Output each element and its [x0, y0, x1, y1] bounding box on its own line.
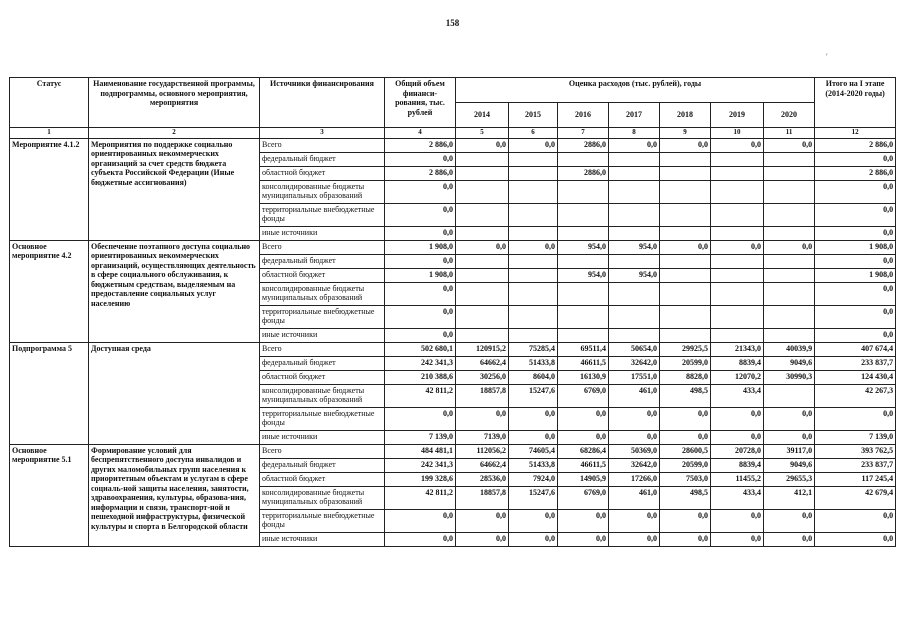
year-header: 2014: [456, 103, 509, 128]
amount-cell: 28536,0: [456, 472, 509, 486]
amount-cell: 0,0: [385, 152, 456, 166]
amount-cell: 6769,0: [558, 486, 609, 509]
amount-cell: 69511,4: [558, 342, 609, 356]
amount-cell: 29925,5: [660, 342, 711, 356]
amount-cell: [609, 282, 660, 305]
amount-cell: 0,0: [509, 430, 558, 444]
amount-cell: 0,0: [815, 407, 896, 430]
amount-cell: [509, 305, 558, 328]
table-body: [10, 138, 896, 546]
amount-cell: 0,0: [558, 509, 609, 532]
row-name: Доступная среда: [89, 342, 260, 444]
header-estimate: Оценка расходов (тыс. рублей), годы: [456, 78, 815, 103]
amount-cell: 64662,4: [456, 356, 509, 370]
amount-cell: 0,0: [509, 407, 558, 430]
amount-cell: [660, 328, 711, 342]
amount-cell: [558, 203, 609, 226]
amount-cell: 0,0: [456, 240, 509, 254]
budget-table: [9, 77, 896, 547]
amount-cell: 1 908,0: [385, 240, 456, 254]
column-index: 4: [385, 128, 456, 139]
amount-cell: [456, 180, 509, 203]
amount-cell: [558, 328, 609, 342]
amount-cell: 0,0: [815, 203, 896, 226]
year-header: 2019: [711, 103, 764, 128]
amount-cell: 242 341,3: [385, 356, 456, 370]
amount-cell: 20599,0: [660, 356, 711, 370]
table-row: [10, 240, 896, 254]
amount-cell: 64662,4: [456, 458, 509, 472]
amount-cell: 0,0: [609, 407, 660, 430]
amount-cell: 15247,6: [509, 486, 558, 509]
amount-cell: 498,5: [660, 486, 711, 509]
amount-cell: 0,0: [815, 509, 896, 532]
amount-cell: [711, 282, 764, 305]
amount-cell: 112056,2: [456, 444, 509, 458]
amount-cell: 0,0: [385, 328, 456, 342]
funding-source: областной бюджет: [260, 166, 385, 180]
amount-cell: [456, 268, 509, 282]
amount-cell: 68286,4: [558, 444, 609, 458]
amount-cell: 0,0: [456, 509, 509, 532]
amount-cell: [509, 254, 558, 268]
amount-cell: 2 886,0: [815, 138, 896, 152]
amount-cell: 954,0: [558, 268, 609, 282]
amount-cell: [609, 328, 660, 342]
amount-cell: 0,0: [764, 240, 815, 254]
amount-cell: [609, 203, 660, 226]
amount-cell: 0,0: [815, 532, 896, 546]
year-header: 2020: [764, 103, 815, 128]
amount-cell: 0,0: [385, 305, 456, 328]
funding-source: территориальные внебюджетные фонды: [260, 203, 385, 226]
amount-cell: [509, 152, 558, 166]
funding-source: областной бюджет: [260, 472, 385, 486]
table-row: [10, 342, 896, 356]
amount-cell: 18857,8: [456, 384, 509, 407]
amount-cell: 74605,4: [509, 444, 558, 458]
amount-cell: 2 886,0: [815, 166, 896, 180]
amount-cell: 0,0: [764, 532, 815, 546]
row-name: Формирование условий для беспрепятственного доступа инвалидов и других маломобильных групп населения к приоритетным объектам и услугам в сфере социаль-ной защиты населения, занятости, здравоохранения, культуры, образова-ния, информации и связи, транспорт-ной и пешеходной инфраструктуры, физической культуры и спорта в Белгородской области: [89, 444, 260, 546]
amount-cell: 7503,0: [660, 472, 711, 486]
amount-cell: [456, 254, 509, 268]
amount-cell: 498,5: [660, 384, 711, 407]
amount-cell: [509, 166, 558, 180]
year-header: 2016: [558, 103, 609, 128]
amount-cell: 199 328,6: [385, 472, 456, 486]
amount-cell: 7924,0: [509, 472, 558, 486]
amount-cell: 8839,4: [711, 458, 764, 472]
amount-cell: 233 837,7: [815, 458, 896, 472]
amount-cell: [558, 305, 609, 328]
amount-cell: 0,0: [609, 532, 660, 546]
header-total: Общий объем финанси-рования, тыс. рублей: [385, 78, 456, 128]
header-sources: Источники финансирования: [260, 78, 385, 128]
amount-cell: 9049,6: [764, 458, 815, 472]
amount-cell: 0,0: [558, 430, 609, 444]
amount-cell: [660, 282, 711, 305]
amount-cell: 233 837,7: [815, 356, 896, 370]
amount-cell: [764, 305, 815, 328]
column-index: 7: [558, 128, 609, 139]
amount-cell: 0,0: [558, 532, 609, 546]
amount-cell: 0,0: [815, 282, 896, 305]
amount-cell: [711, 166, 764, 180]
amount-cell: 20728,0: [711, 444, 764, 458]
amount-cell: 2 886,0: [385, 138, 456, 152]
amount-cell: 8839,4: [711, 356, 764, 370]
amount-cell: 7139,0: [456, 430, 509, 444]
funding-source: областной бюджет: [260, 370, 385, 384]
row-status: Основное мероприятие 4.2: [10, 240, 89, 342]
amount-cell: 0,0: [509, 509, 558, 532]
amount-cell: 42 267,3: [815, 384, 896, 407]
amount-cell: 0,0: [456, 407, 509, 430]
funding-source: Всего: [260, 444, 385, 458]
amount-cell: 0,0: [764, 138, 815, 152]
amount-cell: [764, 282, 815, 305]
amount-cell: [558, 180, 609, 203]
amount-cell: 412,1: [764, 486, 815, 509]
amount-cell: [509, 282, 558, 305]
amount-cell: 0,0: [660, 509, 711, 532]
amount-cell: 433,4: [711, 486, 764, 509]
amount-cell: [711, 254, 764, 268]
amount-cell: 8828,0: [660, 370, 711, 384]
amount-cell: 51433,8: [509, 356, 558, 370]
row-name: Мероприятия по поддержке социально ориентированных некоммерческих организаций за счет средств бюджета субъекта Российской Федерации (Иные бюджетные ассигнования): [89, 138, 260, 240]
amount-cell: 30256,0: [456, 370, 509, 384]
amount-cell: [711, 305, 764, 328]
amount-cell: 0,0: [509, 240, 558, 254]
year-header: 2018: [660, 103, 711, 128]
amount-cell: 954,0: [609, 240, 660, 254]
amount-cell: 2 886,0: [385, 166, 456, 180]
amount-cell: [509, 203, 558, 226]
amount-cell: 0,0: [815, 328, 896, 342]
amount-cell: 0,0: [815, 305, 896, 328]
amount-cell: [609, 305, 660, 328]
amount-cell: [456, 166, 509, 180]
amount-cell: 0,0: [711, 532, 764, 546]
amount-cell: [509, 180, 558, 203]
funding-source: федеральный бюджет: [260, 458, 385, 472]
amount-cell: [764, 166, 815, 180]
amount-cell: 433,4: [711, 384, 764, 407]
funding-source: консолидированные бюджеты муниципальных образований: [260, 486, 385, 509]
funding-source: территориальные внебюджетные фонды: [260, 509, 385, 532]
amount-cell: 0,0: [815, 152, 896, 166]
amount-cell: [711, 268, 764, 282]
amount-cell: 0,0: [764, 430, 815, 444]
amount-cell: 954,0: [558, 240, 609, 254]
amount-cell: [558, 282, 609, 305]
amount-cell: [711, 328, 764, 342]
amount-cell: [456, 282, 509, 305]
amount-cell: 30990,3: [764, 370, 815, 384]
amount-cell: [711, 226, 764, 240]
amount-cell: 6769,0: [558, 384, 609, 407]
header-status: Статус: [10, 78, 89, 128]
amount-cell: [456, 305, 509, 328]
amount-cell: [764, 226, 815, 240]
amount-cell: 40039,9: [764, 342, 815, 356]
amount-cell: 18857,8: [456, 486, 509, 509]
amount-cell: 0,0: [660, 138, 711, 152]
year-header: 2017: [609, 103, 660, 128]
amount-cell: [558, 254, 609, 268]
amount-cell: 50369,0: [609, 444, 660, 458]
amount-cell: 0,0: [609, 430, 660, 444]
amount-cell: 0,0: [815, 226, 896, 240]
funding-source: Всего: [260, 138, 385, 152]
amount-cell: [609, 254, 660, 268]
amount-cell: 8604,0: [509, 370, 558, 384]
row-status: Мероприятие 4.1.2: [10, 138, 89, 240]
corner-mark: ': [826, 52, 828, 62]
amount-cell: 0,0: [764, 407, 815, 430]
amount-cell: [509, 226, 558, 240]
amount-cell: [558, 152, 609, 166]
amount-cell: 0,0: [385, 226, 456, 240]
amount-cell: 117 245,4: [815, 472, 896, 486]
amount-cell: 0,0: [385, 532, 456, 546]
funding-source: консолидированные бюджеты муниципальных образований: [260, 384, 385, 407]
amount-cell: 12070,2: [711, 370, 764, 384]
amount-cell: 21343,0: [711, 342, 764, 356]
column-index: 1: [10, 128, 89, 139]
funding-source: иные источники: [260, 532, 385, 546]
column-index: 9: [660, 128, 711, 139]
amount-cell: 0,0: [509, 138, 558, 152]
page-number: 158: [445, 18, 460, 28]
amount-cell: 0,0: [385, 509, 456, 532]
amount-cell: [660, 203, 711, 226]
amount-cell: [660, 305, 711, 328]
amount-cell: 124 430,4: [815, 370, 896, 384]
row-name: Обеспечение поэтапного доступа социально ориентированных некоммерческих организаций, осуществляющих деятельность в сфере социального обслуживания, к бюджетным средствам, выделяемым на предоставление социальных услуг населению: [89, 240, 260, 342]
amount-cell: 2886,0: [558, 138, 609, 152]
column-index: 2: [89, 128, 260, 139]
funding-source: федеральный бюджет: [260, 254, 385, 268]
amount-cell: [764, 384, 815, 407]
amount-cell: 0,0: [385, 203, 456, 226]
amount-cell: 1 908,0: [815, 268, 896, 282]
funding-source: федеральный бюджет: [260, 356, 385, 370]
amount-cell: 0,0: [660, 240, 711, 254]
header-name: Наименование государственной программы, подпрограммы, основного мероприятия, мероприятия: [89, 78, 260, 128]
amount-cell: 461,0: [609, 486, 660, 509]
amount-cell: 17551,0: [609, 370, 660, 384]
amount-cell: [660, 166, 711, 180]
amount-cell: 1 908,0: [385, 268, 456, 282]
amount-cell: [609, 166, 660, 180]
amount-cell: 393 762,5: [815, 444, 896, 458]
amount-cell: 14905,9: [558, 472, 609, 486]
amount-cell: 0,0: [711, 509, 764, 532]
amount-cell: 20599,0: [660, 458, 711, 472]
amount-cell: 46611,5: [558, 356, 609, 370]
amount-cell: 29655,3: [764, 472, 815, 486]
amount-cell: [764, 328, 815, 342]
funding-source: Всего: [260, 342, 385, 356]
amount-cell: 0,0: [660, 532, 711, 546]
amount-cell: 0,0: [558, 407, 609, 430]
amount-cell: [660, 152, 711, 166]
amount-cell: 7 139,0: [815, 430, 896, 444]
amount-cell: 502 680,1: [385, 342, 456, 356]
amount-cell: [764, 268, 815, 282]
amount-cell: 0,0: [385, 282, 456, 305]
column-index: 3: [260, 128, 385, 139]
amount-cell: [711, 203, 764, 226]
amount-cell: 0,0: [456, 532, 509, 546]
amount-cell: 75285,4: [509, 342, 558, 356]
column-index: 12: [815, 128, 896, 139]
column-index: 6: [509, 128, 558, 139]
amount-cell: 7 139,0: [385, 430, 456, 444]
amount-cell: 0,0: [456, 138, 509, 152]
amount-cell: 210 388,6: [385, 370, 456, 384]
amount-cell: 51433,8: [509, 458, 558, 472]
amount-cell: 0,0: [385, 407, 456, 430]
amount-cell: [660, 254, 711, 268]
amount-cell: 46611,5: [558, 458, 609, 472]
header-result: Итого на I этапе (2014-2020 годы): [815, 78, 896, 128]
amount-cell: [764, 203, 815, 226]
amount-cell: 32642,0: [609, 458, 660, 472]
amount-cell: 50654,0: [609, 342, 660, 356]
year-header: 2015: [509, 103, 558, 128]
funding-source: федеральный бюджет: [260, 152, 385, 166]
funding-source: территориальные внебюджетные фонды: [260, 305, 385, 328]
column-index-row: [10, 128, 896, 139]
row-status: Подпрограмма 5: [10, 342, 89, 444]
amount-cell: 0,0: [509, 532, 558, 546]
amount-cell: 242 341,3: [385, 458, 456, 472]
funding-source: иные источники: [260, 430, 385, 444]
funding-source: иные источники: [260, 226, 385, 240]
row-status: Основное мероприятие 5.1: [10, 444, 89, 546]
amount-cell: [660, 226, 711, 240]
column-index: 11: [764, 128, 815, 139]
funding-source: иные источники: [260, 328, 385, 342]
amount-cell: [456, 152, 509, 166]
amount-cell: 42 811,2: [385, 384, 456, 407]
amount-cell: 16130,9: [558, 370, 609, 384]
amount-cell: 461,0: [609, 384, 660, 407]
amount-cell: 484 481,1: [385, 444, 456, 458]
table-row: [10, 138, 896, 152]
amount-cell: [609, 180, 660, 203]
amount-cell: [609, 226, 660, 240]
amount-cell: [456, 328, 509, 342]
column-index: 5: [456, 128, 509, 139]
amount-cell: 42 679,4: [815, 486, 896, 509]
funding-source: территориальные внебюджетные фонды: [260, 407, 385, 430]
amount-cell: 0,0: [764, 509, 815, 532]
amount-cell: 0,0: [385, 180, 456, 203]
funding-source: консолидированные бюджеты муниципальных образований: [260, 282, 385, 305]
amount-cell: 0,0: [711, 240, 764, 254]
amount-cell: [558, 226, 609, 240]
amount-cell: [509, 328, 558, 342]
amount-cell: [456, 226, 509, 240]
amount-cell: 0,0: [815, 180, 896, 203]
amount-cell: 407 674,4: [815, 342, 896, 356]
header-row: [10, 78, 896, 103]
amount-cell: 0,0: [609, 138, 660, 152]
amount-cell: [660, 268, 711, 282]
amount-cell: 1 908,0: [815, 240, 896, 254]
amount-cell: 0,0: [815, 254, 896, 268]
amount-cell: [509, 268, 558, 282]
amount-cell: 0,0: [609, 509, 660, 532]
amount-cell: [609, 152, 660, 166]
amount-cell: [764, 152, 815, 166]
funding-source: областной бюджет: [260, 268, 385, 282]
amount-cell: 28600,5: [660, 444, 711, 458]
column-index: 8: [609, 128, 660, 139]
amount-cell: 42 811,2: [385, 486, 456, 509]
amount-cell: [660, 180, 711, 203]
amount-cell: 0,0: [711, 430, 764, 444]
amount-cell: 0,0: [711, 138, 764, 152]
amount-cell: [456, 203, 509, 226]
amount-cell: 120915,2: [456, 342, 509, 356]
column-index: 10: [711, 128, 764, 139]
amount-cell: 0,0: [385, 254, 456, 268]
amount-cell: [711, 180, 764, 203]
amount-cell: 0,0: [660, 407, 711, 430]
table-row: [10, 444, 896, 458]
amount-cell: 32642,0: [609, 356, 660, 370]
amount-cell: 9049,6: [764, 356, 815, 370]
amount-cell: 39117,0: [764, 444, 815, 458]
amount-cell: [711, 152, 764, 166]
amount-cell: [764, 180, 815, 203]
amount-cell: 0,0: [660, 430, 711, 444]
amount-cell: 17266,0: [609, 472, 660, 486]
amount-cell: [764, 254, 815, 268]
amount-cell: 954,0: [609, 268, 660, 282]
amount-cell: 15247,6: [509, 384, 558, 407]
amount-cell: 11455,2: [711, 472, 764, 486]
funding-source: Всего: [260, 240, 385, 254]
amount-cell: 2886,0: [558, 166, 609, 180]
amount-cell: 0,0: [711, 407, 764, 430]
funding-source: консолидированные бюджеты муниципальных образований: [260, 180, 385, 203]
